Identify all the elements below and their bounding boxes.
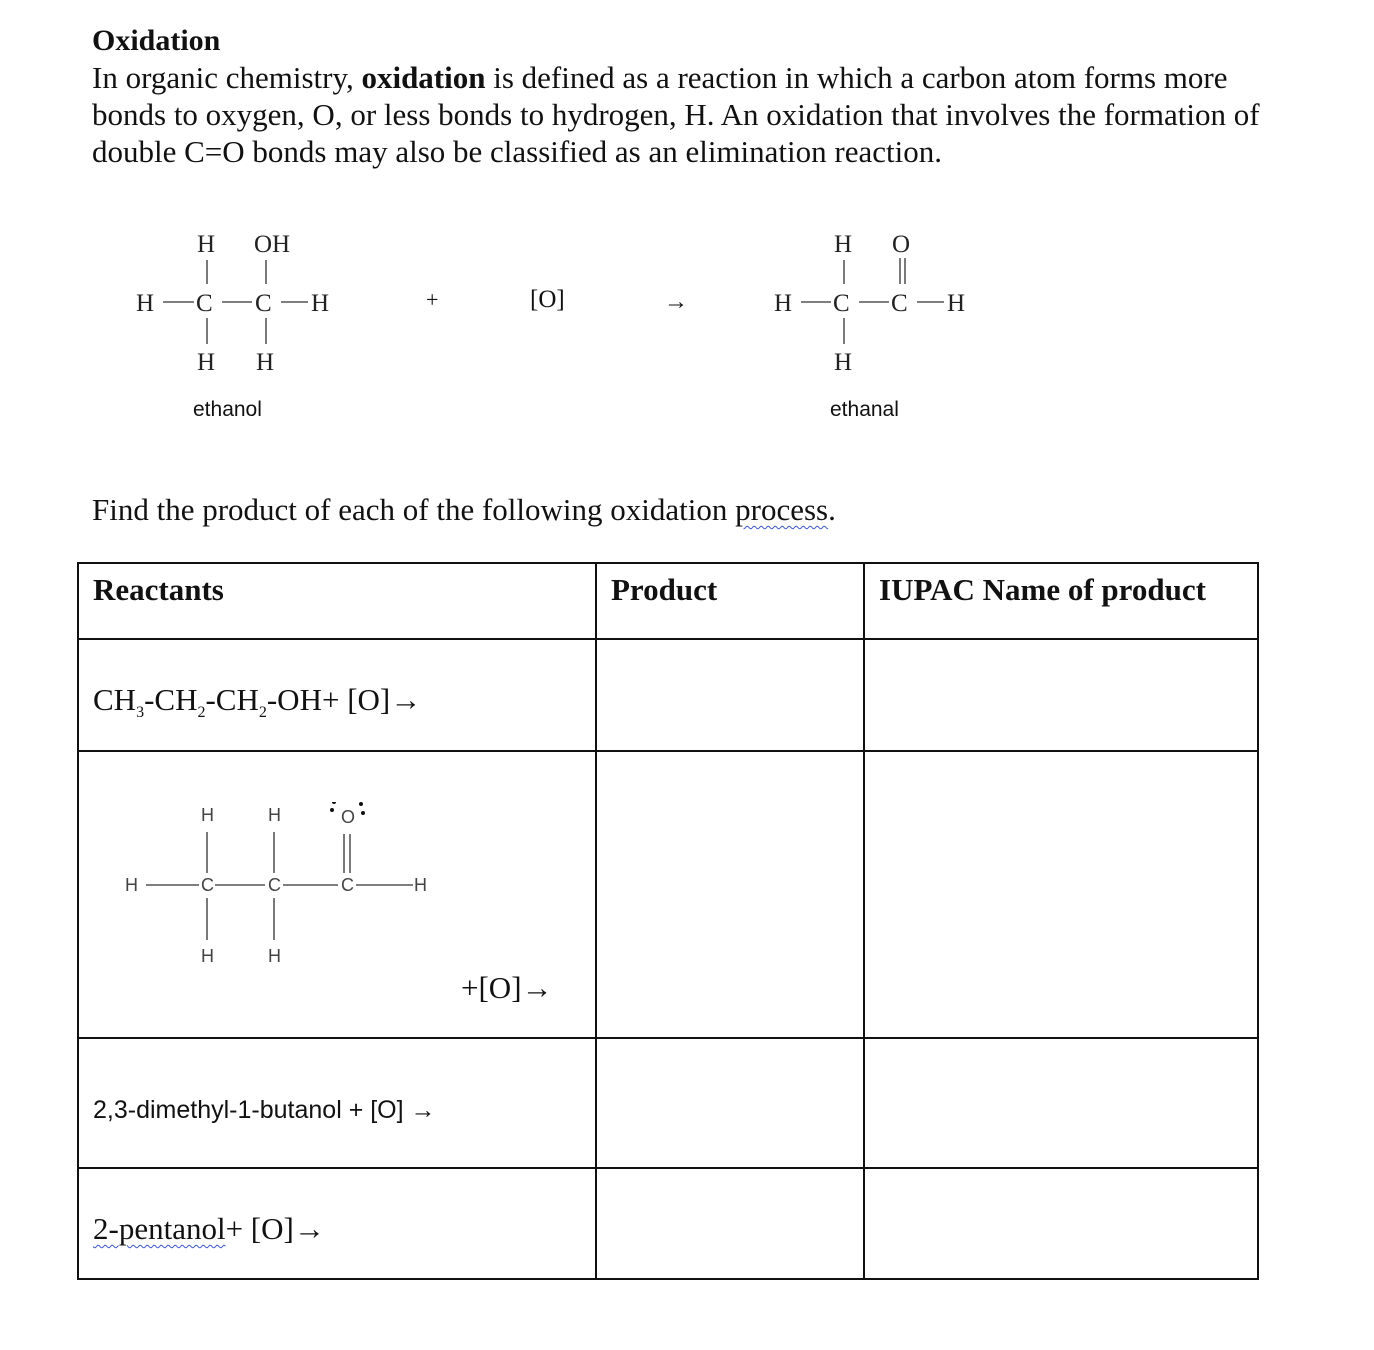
question-text-squiggle: process [735, 492, 829, 527]
reaction-table [77, 562, 1259, 1280]
iupac-cell-4[interactable] [864, 1168, 1258, 1279]
atom-o: O [341, 807, 356, 827]
atom-h: H [197, 349, 216, 376]
formula-sub: 2 [197, 704, 206, 722]
question-text-a: Find the product of each of the following oxidation [92, 492, 728, 527]
product-cell-4[interactable] [596, 1168, 864, 1279]
intro-text-b: is defined as a reaction in which a carbon atom forms more bonds to oxygen, O, or less bonds to hydrogen, H. An oxidation that involves the formation of double C=O bonds may also be classified as an elimination reaction. [92, 60, 1260, 169]
reactant-cell-2 [78, 751, 596, 1038]
table-row [78, 1168, 1258, 1279]
atom-h: H [197, 231, 216, 258]
atom-h: H [947, 290, 966, 317]
header-iupac-label: IUPAC Name of product [879, 572, 1206, 607]
iupac-cell-3[interactable] [864, 1038, 1258, 1168]
atom-h: H [125, 875, 138, 895]
atom-h: H [201, 946, 214, 966]
atom-h: H [311, 290, 330, 317]
intro-text [92, 59, 1292, 170]
formula-part: -CH [144, 682, 198, 717]
ethanol-structure [130, 222, 350, 382]
atom-h: H [414, 875, 427, 895]
ethanal-label: ethanal [830, 398, 899, 421]
atom-oh: OH [254, 231, 291, 258]
atom-c: C [341, 875, 354, 895]
atom-c: C [201, 875, 214, 895]
ethanol-label: ethanol [193, 398, 262, 421]
plus-sign: + [426, 287, 439, 312]
formula-sub: 3 [136, 704, 145, 722]
reactant-2-oxidant: +[O]→ [461, 970, 553, 1005]
atom-h: H [201, 805, 214, 825]
atom-h: H [256, 349, 275, 376]
page-title: Oxidation [92, 24, 221, 57]
atom-h: H [268, 805, 281, 825]
header-reactants [78, 563, 596, 639]
atom-h: H [834, 349, 853, 376]
reactant-4 [93, 1211, 325, 1247]
intro-keyword: oxidation [361, 60, 486, 95]
formula-part: -OH+ [O]→ [266, 682, 422, 717]
header-product-label: Product [611, 572, 718, 607]
iupac-cell-2[interactable] [864, 751, 1258, 1038]
atom-c: C [891, 290, 908, 317]
atom-h: H [834, 231, 853, 258]
table-row [78, 1038, 1258, 1168]
intro-text-a: In organic chemistry, [92, 60, 354, 95]
product-cell-2[interactable] [596, 751, 864, 1038]
reactant-4-rest: + [O]→ [225, 1211, 325, 1246]
intro-paragraph [92, 22, 1292, 170]
reactant-cell-1 [78, 639, 596, 751]
table-header-row [78, 563, 1258, 639]
product-cell-3[interactable] [596, 1038, 864, 1168]
atom-c: C [833, 290, 850, 317]
reactant-1 [93, 682, 421, 722]
table-row [78, 639, 1258, 751]
table-row [78, 751, 1258, 1038]
atom-h: H [136, 290, 155, 317]
question-text-end: . [828, 492, 836, 527]
ethanal-structure [770, 222, 990, 382]
formula-part: -CH [205, 682, 259, 717]
atom-c: C [196, 290, 213, 317]
formula-part: CH [93, 682, 137, 717]
reaction-arrow: → [664, 289, 688, 315]
header-iupac [864, 563, 1258, 639]
atom-c: C [268, 875, 281, 895]
question-text [92, 492, 836, 528]
oxidant-label: [O] [530, 286, 565, 313]
atom-h: H [774, 290, 793, 317]
iupac-cell-1[interactable] [864, 639, 1258, 751]
reactant-cell-4 [78, 1168, 596, 1279]
product-cell-1[interactable] [596, 639, 864, 751]
atom-c: C [255, 290, 272, 317]
reactant-cell-3 [78, 1038, 596, 1168]
propanal-structure [117, 802, 447, 982]
reactant-4-name: 2-pentanol [93, 1211, 226, 1246]
formula-sub: 2 [258, 704, 267, 722]
reactant-3: 2,3-dimethyl-1-butanol + [O] → [93, 1096, 436, 1124]
atom-o: O [892, 231, 911, 258]
header-product [596, 563, 864, 639]
atom-h: H [268, 946, 281, 966]
header-reactants-label: Reactants [93, 572, 224, 607]
